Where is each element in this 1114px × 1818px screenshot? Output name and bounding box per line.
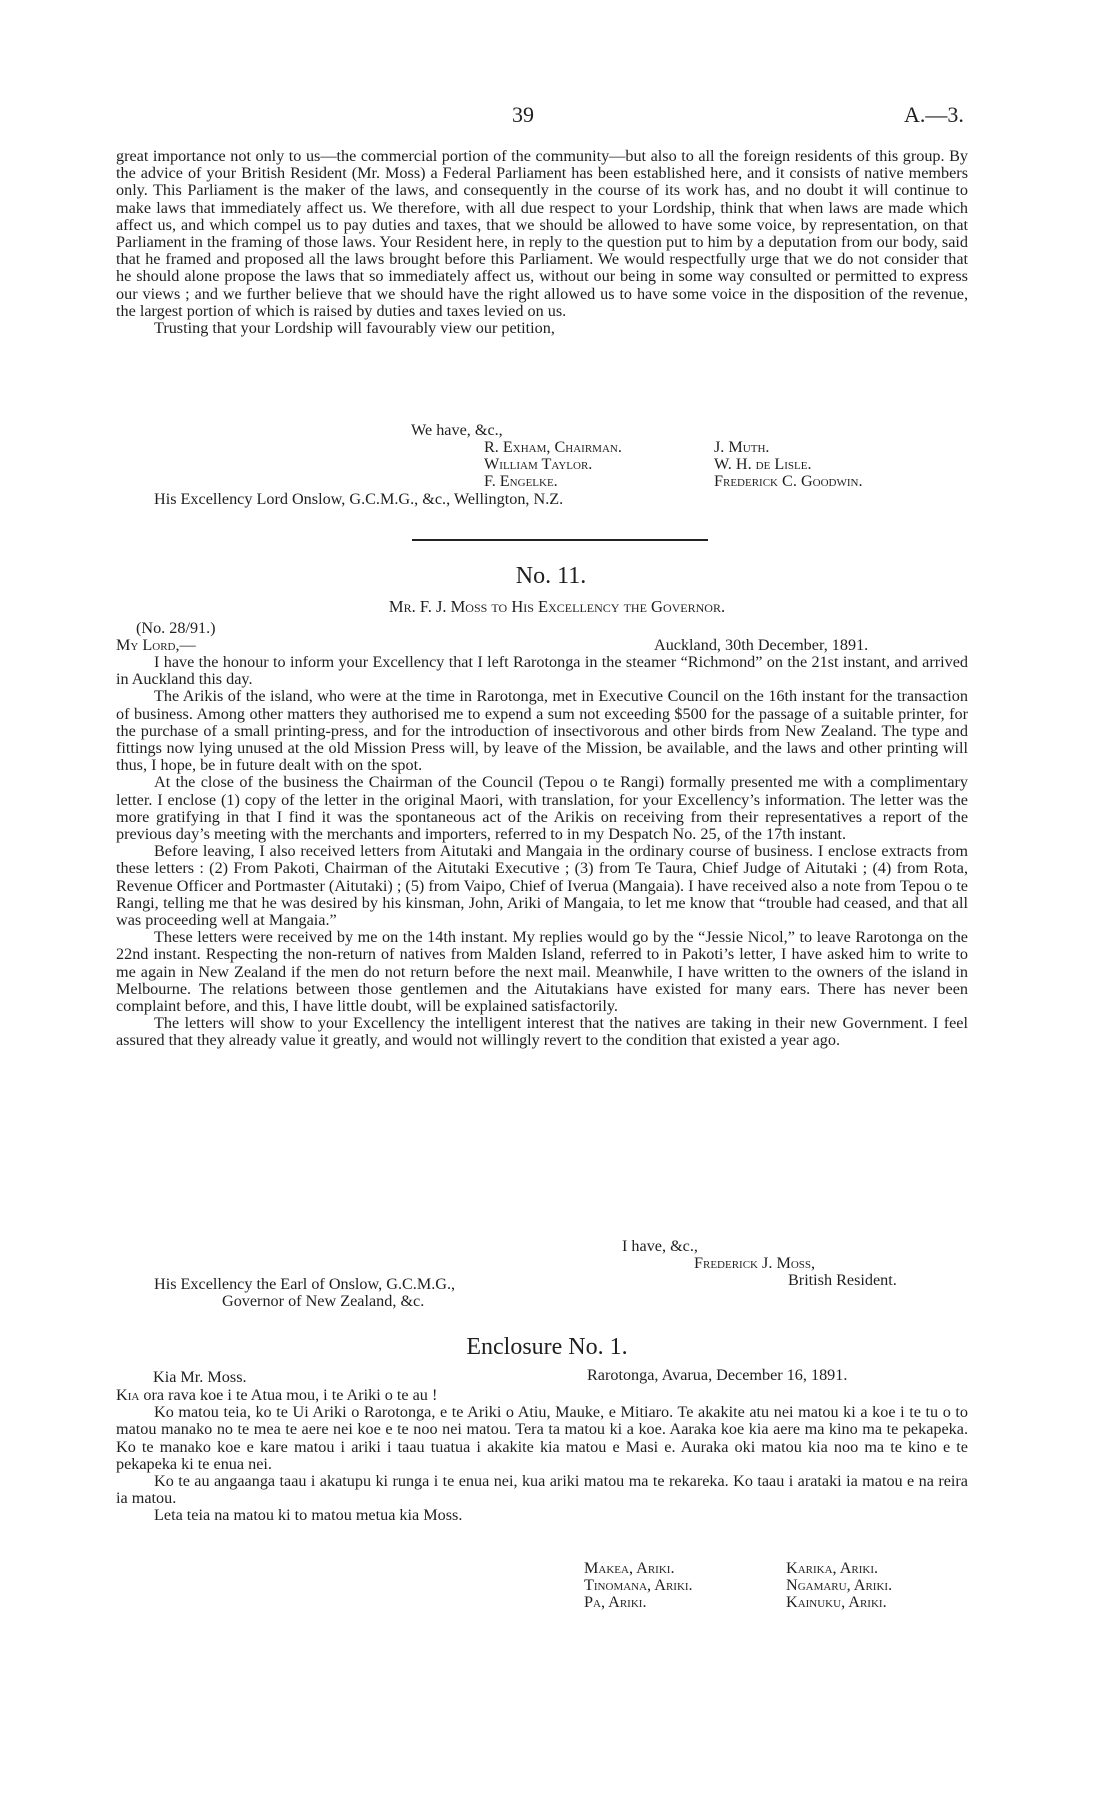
no11-signer-title: British Resident.	[788, 1271, 897, 1289]
no11-ref: (No. 28/91.)	[136, 619, 216, 637]
no11-addressee-1: His Excellency the Earl of Onslow, G.C.M.G.,	[154, 1275, 456, 1293]
no11-paragraph-1: I have the honour to inform your Excellency that I left Rarotonga in the steamer “Richmond” on the 21st instant, and arrived in Auckland this day.	[116, 653, 968, 689]
petition-addressee: His Excellency Lord Onslow, G.C.M.G., &c., Wellington, N.Z.	[154, 490, 564, 508]
signatory-left-2: William Taylor.	[484, 455, 593, 473]
no11-paragraph-6: The letters will show to your Excellency the intelligent interest that the natives are taking in their new Government. I feel assured that they already value it greatly, and would not willingly revert to the condition that existed a year ago.	[116, 1014, 968, 1050]
enclosure-body	[116, 1387, 968, 1525]
no11-subtitle	[0, 597, 1114, 617]
no11-i-have: I have, &c.,	[622, 1237, 698, 1255]
signatory-right-1: J. Muth.	[714, 438, 770, 456]
no11-subtitle-text: Mr. F. J. Moss to His Excellency the Governor.	[388, 597, 726, 616]
signatory-right-3: Frederick C. Goodwin.	[714, 472, 863, 490]
petition-closing: Trusting that your Lordship will favourably view our petition,	[154, 319, 555, 338]
no11-salutation: My Lord,—	[116, 636, 196, 654]
signatory-left-1: R. Exham, Chairman.	[484, 438, 622, 456]
no11-paragraph-5: These letters were received by me on the 14th instant. My replies would go by the “Jessie Nicol,” to leave Rarotonga on the 22nd instant. Respecting the non-return of natives from Malden Island, referred to in Pakoti’s letter, I have asked him to write to me again in New Zealand if the men do not return before the next mail. Meanwhile, I have written to the owners of the island in Melbourne. The relations between those gentlemen and the Aitutakians have existed for many ears. There has never been complaint before, and this, I have little doubt, will be explained satisfactorily.	[116, 928, 968, 1016]
enclosure-title: Enclosure No. 1.	[466, 1334, 628, 1360]
petition-we-have: We have, &c.,	[411, 421, 503, 439]
enclosure-greeting-head: Kia	[116, 1386, 140, 1404]
no11-title: No. 11.	[515, 563, 587, 589]
no11-letter-body	[116, 654, 968, 1050]
enclosure-signatory-left-3: Pa, Ariki.	[584, 1593, 647, 1611]
page-number: 39	[512, 102, 534, 127]
no11-paragraph-4: Before leaving, I also received letters from Aitutaki and Mangaia in the ordinary course of business. I enclose extracts from these letters : (2) From Pakoti, Chairman of the Aitutaki Executive ; (3) from Te Taura, Chief Judge of Aitutaki ; (4) from Rota, Revenue Officer and Portmaster (Aitutaki) ; (5) from Vaipo, Chief of Iverua (Mangaia). I have received also a note from Tepou o te Rangi, telling me that he was desired by his kinsman, John, Ariki of Mangaia, to let me know that “trouble had ceased, and that all was proceeding well at Mangaia.”	[116, 842, 968, 930]
no11-signer: Frederick J. Moss,	[694, 1254, 816, 1272]
enclosure-greeting-rest: ora rava koe i te Atua mou, i te Ariki o te au !	[139, 1386, 438, 1404]
enclosure-signatory-left-2: Tinomana, Ariki.	[584, 1576, 693, 1594]
petition-body: great importance not only to us—the commercial portion of the community—but also to all the foreign residents of this group. By the advice of your British Resident (Mr. Moss) a Federal Parliament has been established here, and it consists of native members only. This Parliament is the maker of the laws, and consequently in the course of its work has, and no doubt it will continue to make laws that immediately affect us. We therefore, with all due respect to your Lordship, think that when laws are made which affect us, and which compel us to pay duties and taxes, that we should be allowed to have some voice, by representation, on that Parliament in the framing of those laws. Your Resident here, in reply to the question put to him by a deputation from our body, said that he framed and proposed all the laws brought before this Parliament. We would respectfully urge that we do not consider that he should alone propose the laws that so immediately affect us, without our being in some way consulted or permitted to express our views ; and we further believe that we should have the right allowed us to have some voice in the disposition of the revenue, the largest portion of which is raised by duties and taxes levied on us.	[116, 147, 968, 320]
no11-paragraph-3: At the close of the business the Chairman of the Council (Tepou o te Rangi) formally presented me with a complimentary letter. I enclose (1) copy of the letter in the original Maori, with translation, for your Excellency’s information. The letter was the more gratifying in that I find it was the spontaneous act of the Arikis on receiving from their representatives a report of the previous day’s meeting with the merchants and importers, referred to in my Despatch No. 25, of the 17th instant.	[116, 773, 968, 844]
petition-text	[116, 148, 968, 337]
page-reference: A.—3.	[904, 102, 964, 127]
enclosure-signatory-right-3: Kainuku, Ariki.	[786, 1593, 887, 1611]
enclosure-place-date: Rarotonga, Avarua, December 16, 1891.	[587, 1366, 848, 1384]
enclosure-signatory-right-1: Karika, Ariki.	[786, 1559, 879, 1577]
section-divider	[412, 539, 708, 541]
enclosure-signatory-left-1: Makea, Ariki.	[584, 1559, 675, 1577]
enclosure-greeting	[116, 1387, 968, 1404]
signatory-left-3: F. Engelke.	[484, 472, 558, 490]
no11-place-date: Auckland, 30th December, 1891.	[654, 636, 869, 654]
enclosure-paragraph-2: Ko te au angaanga taau i akatupu ki runga i te enua nei, kua ariki matou ma te rekareka. Ko taau i arataki ia matou e na reira ia matou.	[116, 1472, 968, 1508]
enclosure-to: Kia Mr. Moss.	[153, 1368, 247, 1386]
enclosure-signatory-right-2: Ngamaru, Ariki.	[786, 1576, 893, 1594]
no11-paragraph-2: The Arikis of the island, who were at the time in Rarotonga, met in Executive Council on the 16th instant for the transaction of business. Among other matters they authorised me to expend a sum not exceeding $500 for the passage of a suitable printer, for the purchase of a small printing-press, and for the introduction of insectivorous and other birds from New Zealand. The type and fittings now lying unused at the old Mission Press will, by leave of the Mission, be available, and the laws and other printing will thus, I hope, be in future dealt with on the spot.	[116, 687, 968, 775]
enclosure-paragraph-3: Leta teia na matou ki to matou metua kia Moss.	[154, 1506, 463, 1525]
enclosure-paragraph-1: Ko matou teia, ko te Ui Ariki o Rarotonga, e te Ariki o Atiu, Mauke, e Mitiaro. Te akakite atu nei matou ki a koe i te tu o to matou manako no te mea te aere nei koe e te noo nei matou. Tera ta matou ki a koe. Aaraka koe kia aere ma kino ma te pekapeka. Ko te manako koe e kare matou i ariki i taau tuatua i akakite kia matou e Masi e. Auraka oki matou kia noo ma te kino e te pekapeka ki te enua nei.	[116, 1403, 968, 1473]
no11-addressee-2: Governor of New Zealand, &c.	[222, 1292, 425, 1310]
signatory-right-2: W. H. de Lisle.	[714, 455, 812, 473]
